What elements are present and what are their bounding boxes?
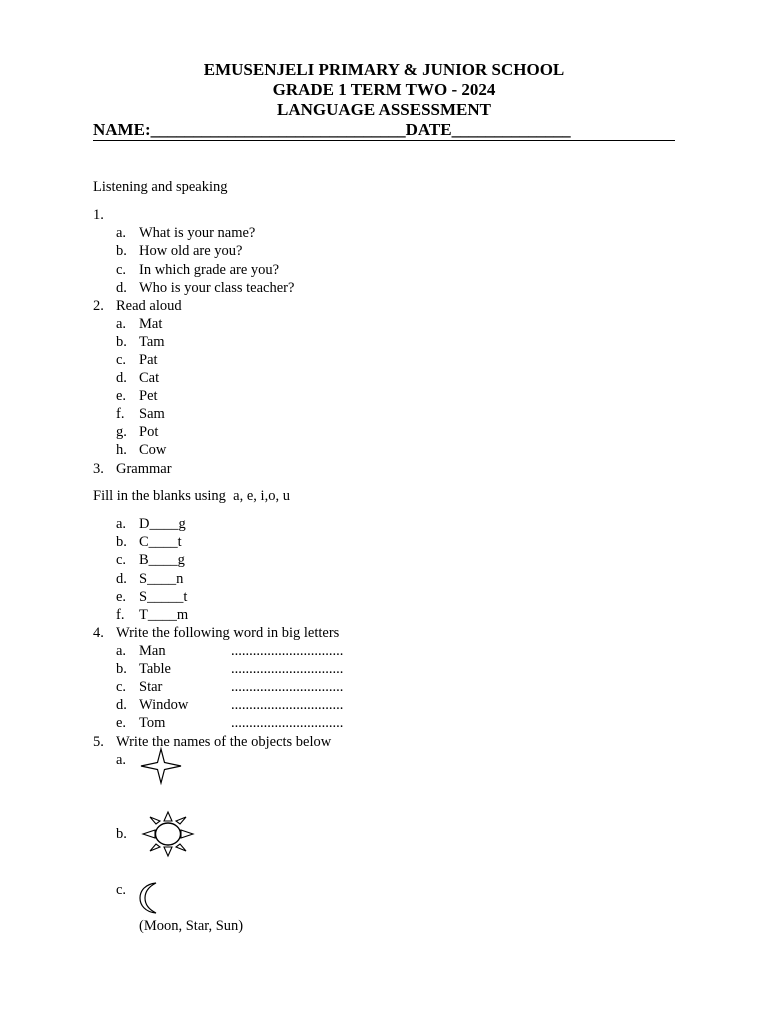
q5-item-letter: c. xyxy=(116,882,127,898)
q5-item-letter: a. xyxy=(116,752,127,768)
name-date-line: NAME:______________________________DATE______________ xyxy=(93,120,571,139)
q4-item-text: Window xyxy=(139,697,189,713)
question-3-number: 3. xyxy=(93,461,104,477)
star-icon xyxy=(140,748,182,784)
q2-item-letter: d. xyxy=(116,370,127,386)
q3-item-text: S_____t xyxy=(139,589,188,605)
q1-item-letter: c. xyxy=(116,262,127,278)
q4-item-text: Table xyxy=(139,661,171,677)
question-3-instruction: Fill in the blanks using a, e, i,o, u xyxy=(93,488,290,504)
q2-item-letter: e. xyxy=(116,388,127,404)
assessment-title: LANGUAGE ASSESSMENT xyxy=(277,100,491,119)
q3-item-letter: c. xyxy=(116,552,127,568)
q3-item-text: D____g xyxy=(139,516,186,532)
q4-answer-dots: ............................... xyxy=(231,715,344,731)
q2-item-text: Pet xyxy=(139,388,158,404)
q2-item-text: Pat xyxy=(139,352,158,368)
q4-answer-dots: ............................... xyxy=(231,679,344,695)
q2-item-text: Pot xyxy=(139,424,159,440)
q2-item-text: Mat xyxy=(139,316,163,332)
question-4-title: Write the following word in big letters xyxy=(116,625,340,641)
q1-item-letter: b. xyxy=(116,243,127,259)
q3-item-text: B____g xyxy=(139,552,185,568)
section-title: Listening and speaking xyxy=(93,179,228,195)
q3-item-letter: a. xyxy=(116,516,127,532)
q2-item-text: Tam xyxy=(139,334,165,350)
q4-answer-dots: ............................... xyxy=(231,697,344,713)
q2-item-letter: a. xyxy=(116,316,127,332)
header-rule xyxy=(93,140,675,141)
q1-item-letter: d. xyxy=(116,280,127,296)
q3-item-letter: e. xyxy=(116,589,127,605)
question-2-number: 2. xyxy=(93,298,104,314)
grade-term: GRADE 1 TERM TWO - 2024 xyxy=(272,80,496,99)
q4-item-letter: b. xyxy=(116,661,127,677)
q4-item-letter: e. xyxy=(116,715,127,731)
q3-item-text: C____t xyxy=(139,534,182,550)
question-4-number: 4. xyxy=(93,625,104,641)
answer-options: (Moon, Star, Sun) xyxy=(139,918,244,934)
q4-answer-dots: ............................... xyxy=(231,661,344,677)
question-3-title: Grammar xyxy=(116,461,172,477)
q2-item-letter: c. xyxy=(116,352,127,368)
q4-item-letter: d. xyxy=(116,697,127,713)
q2-item-letter: h. xyxy=(116,442,127,458)
q2-item-text: Cat xyxy=(139,370,160,386)
q2-item-text: Cow xyxy=(139,442,167,458)
q1-item-letter: a. xyxy=(116,225,127,241)
q3-item-letter: b. xyxy=(116,534,127,550)
q3-item-text: T____m xyxy=(139,607,189,623)
q1-item-text: How old are you? xyxy=(139,243,243,259)
question-5-number: 5. xyxy=(93,734,104,750)
q3-item-letter: f. xyxy=(116,607,125,623)
q5-item-letter: b. xyxy=(116,826,127,842)
q4-item-text: Star xyxy=(139,679,163,695)
q3-item-text: S____n xyxy=(139,571,184,587)
sun-icon xyxy=(141,810,195,858)
q4-answer-dots: ............................... xyxy=(231,643,344,659)
q2-item-text: Sam xyxy=(139,406,165,422)
question-2-title: Read aloud xyxy=(116,298,182,314)
q2-item-letter: b. xyxy=(116,334,127,350)
q2-item-letter: f. xyxy=(116,406,125,422)
q1-item-text: What is your name? xyxy=(139,225,256,241)
q4-item-letter: c. xyxy=(116,679,127,695)
q3-item-letter: d. xyxy=(116,571,127,587)
question-1-number: 1. xyxy=(93,207,104,223)
question-5-title: Write the names of the objects below xyxy=(116,734,332,750)
q4-item-text: Man xyxy=(139,643,166,659)
moon-icon xyxy=(139,882,161,914)
q2-item-letter: g. xyxy=(116,424,127,440)
q1-item-text: In which grade are you? xyxy=(139,262,280,278)
q4-item-letter: a. xyxy=(116,643,127,659)
q1-item-text: Who is your class teacher? xyxy=(139,280,295,296)
school-name: EMUSENJELI PRIMARY & JUNIOR SCHOOL xyxy=(203,60,565,79)
q4-item-text: Tom xyxy=(139,715,166,731)
